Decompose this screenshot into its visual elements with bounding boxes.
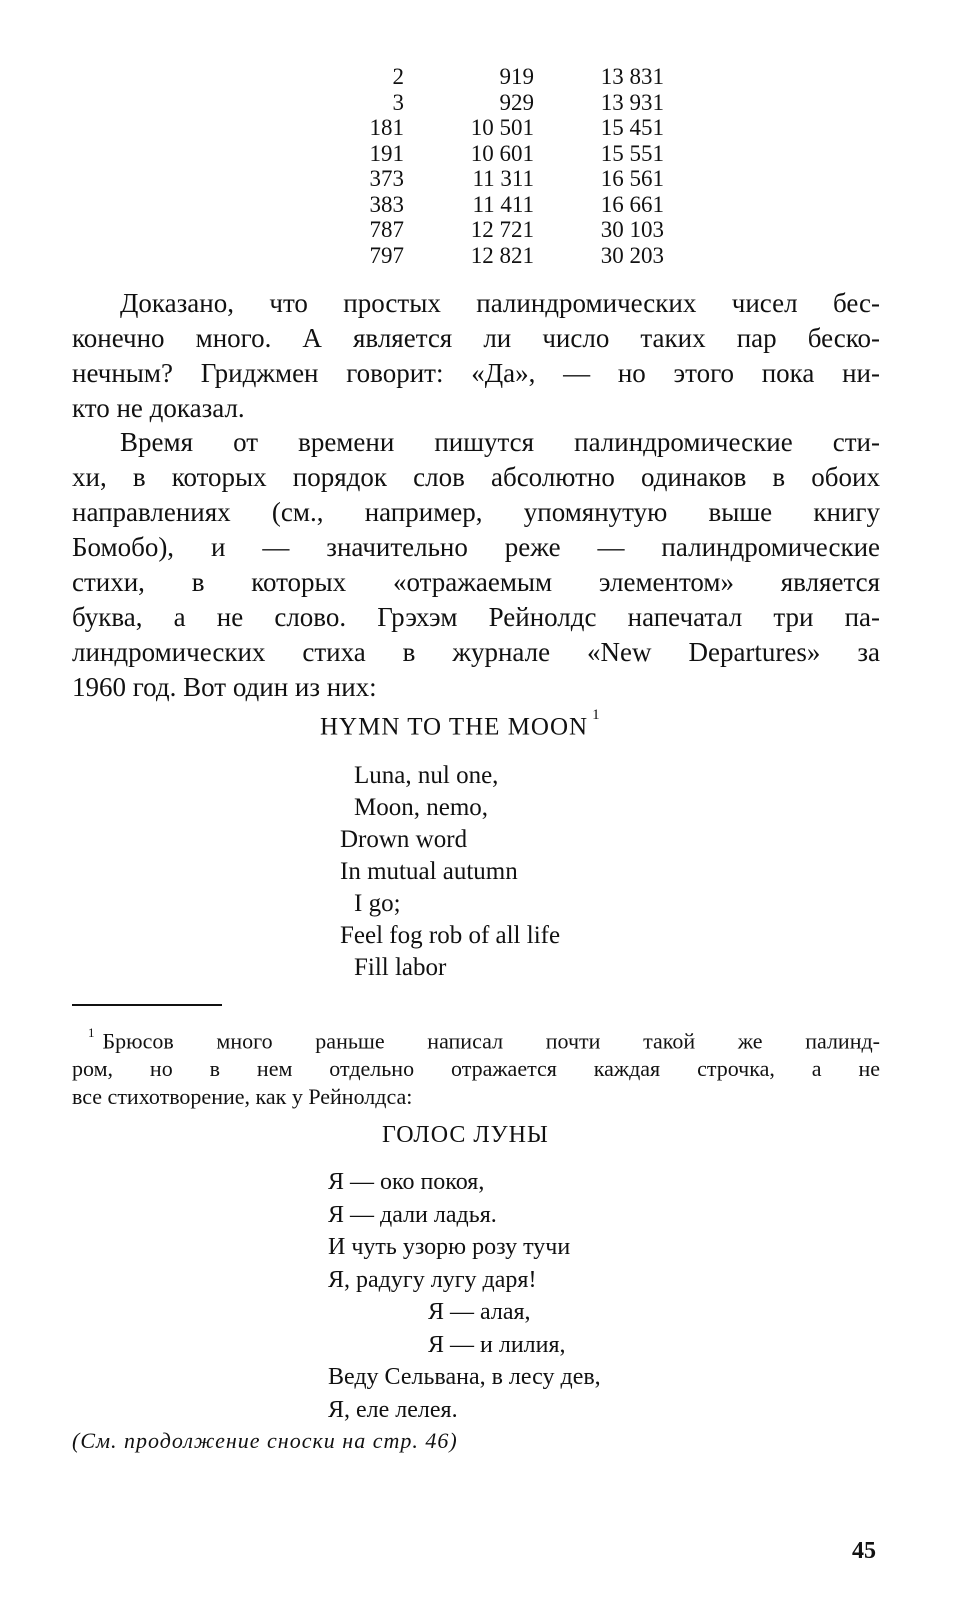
footnote-divider [72,1004,222,1006]
table-cell: 373 [369,166,404,191]
table-cell: 12 821 [470,242,534,268]
text-line: Время от времени пишутся палиндромические сти- [120,427,880,457]
table-cell: 13 931 [600,89,664,115]
table-cell: 797 [369,242,404,268]
poem-line: Fill labor [354,954,447,981]
poem-line: Moon, nemo, [354,794,489,821]
footnote-line-text: все стихотворение, как у Рейнолдса: [72,1084,413,1110]
footnote-poem-line: И чуть узорю розу тучи [328,1234,571,1260]
table-cell: 181 [369,115,404,140]
table-cell: 383 [369,191,404,217]
poem-footnote-mark: 1 [592,707,601,723]
text-line: Доказано, что простых палиндромических чисел бес- [120,288,880,318]
text-line: направлениях (см., например, упомянутую выше книгу [72,497,880,527]
table-cell: 10 601 [470,140,534,166]
text-line: конечно много. А является ли число таких пар беско- [72,323,880,353]
poem-title [320,707,601,741]
footnote-poem-golos-luny [328,1166,601,1426]
poem-line: In mutual autumn [340,858,518,885]
table-cell: 30 103 [600,217,664,242]
table-row [352,166,682,192]
poem-line: Feel fog rob of all life [340,922,561,949]
table-cell: 919 [499,64,534,89]
footnote-poem-line: Я — алая, [428,1299,531,1325]
text-line: нечным? Гриджмен говорит: «Да», — но этого пока ни- [72,358,880,388]
table-row [352,90,682,116]
text-line: кто не доказал. [72,393,245,423]
poem-title-text: HYMN TO THE MOON [320,713,589,741]
table-row [352,192,682,218]
text-line: 1960 год. Вот один из них: [72,672,377,702]
table-cell: 16 661 [600,191,664,217]
table-cell: 30 203 [600,242,664,268]
table-cell: 11 311 [472,166,534,191]
footnote-line-text: ром, но в нем отдельно отражается каждая строчка, а не [72,1056,880,1082]
poem-hymn-to-the-moon [340,760,560,984]
table-row [352,243,682,269]
footnote-mark: 1 [88,1025,95,1040]
paragraph-palindromic-primes [72,286,880,426]
footnote-poem-line: Веду Сельвана, в лесу дев, [328,1364,601,1390]
text-line: хи, в которых порядок слов абсолютно одинаков в обоих [72,462,880,492]
page-number: 45 [852,1538,876,1564]
table-row [352,115,682,141]
table-cell: 15 551 [600,140,664,166]
footnote-poem-title: ГОЛОС ЛУНЫ [382,1122,549,1148]
footnote-line [72,1083,880,1111]
poem-line: Drown word [340,826,468,853]
paragraph-palindromic-poems [72,425,880,705]
footnote-poem-line: Я — око покоя, [328,1169,485,1195]
poem-line: Luna, nul one, [354,762,499,789]
poem-line: I go; [354,890,401,917]
table-cell: 3 [392,89,404,115]
table-cell: 191 [369,140,404,166]
table-cell: 787 [369,217,404,242]
text-line: линдромических стиха в журнале «New Departures» за [72,637,880,667]
table-cell: 10 501 [470,115,534,140]
text-line: Бомобо), и — значительно реже — палиндромические [72,532,880,562]
footnote-line [72,1022,880,1055]
footnote-line [72,1055,880,1083]
footnote-poem-line: Я — и лилия, [428,1331,566,1358]
table-cell: 2 [392,64,404,89]
palindrome-number-table [352,64,682,268]
table-cell: 13 831 [600,64,664,89]
footnote-line-text: Брюсов много раньше написал почти такой же палинд- [102,1028,880,1054]
table-cell: 16 561 [600,166,664,191]
table-row [352,141,682,167]
table-cell: 929 [499,89,534,115]
text-line: буква, а не слово. Грэхэм Рейнолдс напечатал три па- [72,602,880,632]
footnote-poem-line: Я, еле лелея. [328,1396,458,1423]
table-row [352,64,682,90]
footnote-poem-line: Я — дали ладья. [328,1201,497,1228]
footnote-text [72,1022,880,1111]
table-cell: 11 411 [472,191,534,217]
table-cell: 15 451 [600,115,664,140]
table-row [352,217,682,243]
footnote-continued-note: (См. продолжение сноски на стр. 46) [72,1428,458,1453]
footnote-poem-line: Я, радугу лугу даря! [328,1266,537,1293]
text-line: стихи, в которых «отражаемым элементом» является [72,567,880,597]
table-cell: 12 721 [470,217,534,242]
